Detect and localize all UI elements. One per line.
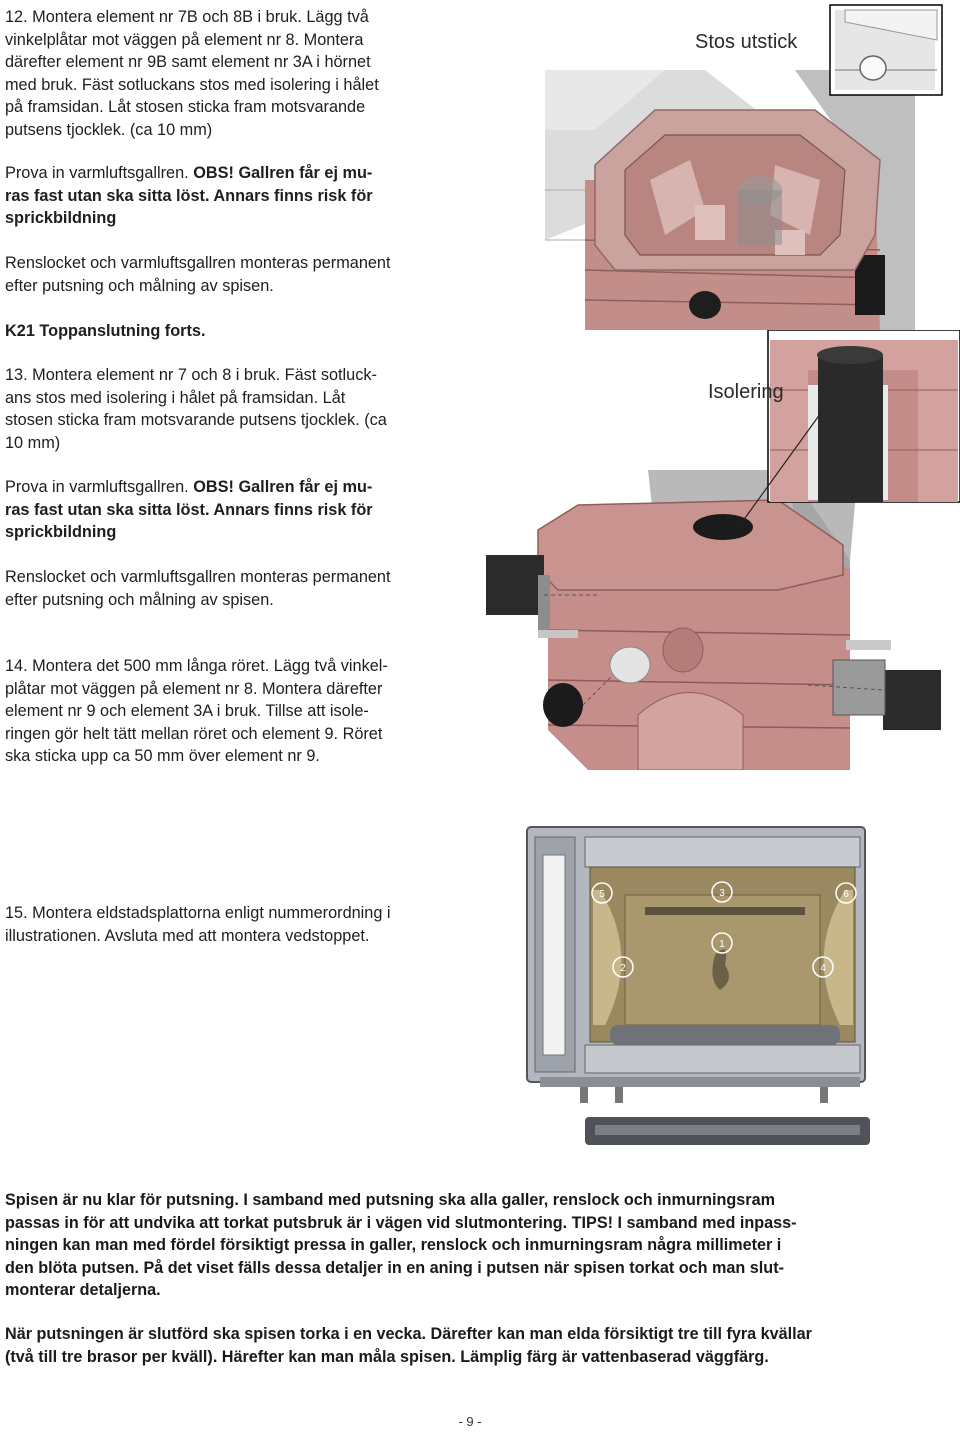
right-grille — [883, 670, 941, 730]
stos-callout: Stos utstick — [695, 31, 798, 53]
step14-line: element nr 9 och element 3A i bruk. Tillse att isole- — [5, 702, 369, 720]
section-heading: K21 Toppanslutning forts. — [5, 322, 206, 340]
step12-line: på framsidan. Låt stosen sticka fram motsvarande — [5, 98, 366, 116]
step15-line: illustrationen. Avsluta med att montera vedstoppet. — [5, 926, 370, 945]
step14-line: ska sticka upp ca 50 mm över element nr 9. — [5, 747, 320, 765]
mount-line: Renslocket och varmluftsgallren monteras permanent — [5, 254, 391, 272]
mount-line: efter putsning och målning av spisen. — [5, 276, 274, 295]
step12-line: vinkelplåtar mot väggen på element nr 8. Montera — [5, 30, 364, 49]
stos-sleeve — [610, 647, 650, 683]
obs-text: OBS! Gallren får ej mu- — [193, 164, 373, 182]
closing-line: När putsningen är slutförd ska spisen torka i en vecka. Därefter kan man elda försiktigt tre till fyra kvällar — [5, 1325, 812, 1343]
top-baffle — [585, 837, 860, 867]
page-number: - 9 - — [458, 1414, 482, 1429]
stos-ring — [860, 56, 886, 80]
closing-line: monterar detaljerna. — [5, 1281, 161, 1299]
right-bracket-plate — [846, 640, 891, 650]
step13-line: stosen sticka fram motsvarande putsens tjocklek. (ca — [5, 411, 387, 429]
step13-text — [5, 364, 465, 454]
obs-text: OBS! Gallren får ej mu- — [193, 478, 373, 496]
left-bracket — [538, 575, 550, 635]
closing-line: Spisen är nu klar för putsning. I samband med putsning ska alla galler, renslock och inmurningsram — [5, 1191, 775, 1209]
try-text: Prova in varmluftsgallren. — [5, 478, 194, 496]
step12-line: därefter element nr 9B samt element nr 3A i hörnet — [5, 53, 371, 71]
door-glass — [543, 855, 565, 1055]
closing-paragraph-1 — [5, 1189, 935, 1302]
soot-port — [689, 291, 721, 319]
foot — [820, 1087, 828, 1103]
top-slab — [538, 500, 843, 590]
top-pipe-collar — [693, 514, 753, 540]
closing-line: passas in för att undvika att torkat putsbruk är i vägen vid slutmontering. TIPS! I samband med inpass- — [5, 1213, 797, 1232]
step12-text — [5, 6, 465, 141]
step12-line: 12. Montera element nr 7B och 8B i bruk. Lägg två — [5, 8, 369, 26]
step12-try-note — [5, 162, 465, 230]
step14-line: 14. Montera det 500 mm långa röret. Lägg två vinkel- — [5, 657, 388, 675]
isolering-callout: Isolering — [708, 381, 784, 403]
step14-line: ringen gör helt tätt mellan röret och element 9. Röret — [5, 724, 383, 743]
mount-line: efter putsning och målning av spisen. — [5, 590, 274, 609]
obs-text: ras fast utan ska sitta löst. Annars finns risk för — [5, 500, 373, 519]
cleanout-cap — [543, 683, 583, 727]
flue-pipe-top — [817, 346, 883, 364]
closing-line: (två till tre brasor per kväll). Härefter kan man måla spisen. Lämplig färg är vattenbaserad väggfärg. — [5, 1347, 769, 1366]
obs-text: ras fast utan ska sitta löst. Annars finns risk för — [5, 186, 373, 205]
step12-mount-note — [5, 252, 465, 297]
door-arch — [638, 693, 743, 771]
step15-line: 15. Montera eldstadsplattorna enligt nummerordning i — [5, 904, 391, 922]
firebox-illustration — [525, 825, 870, 1155]
ash-pan — [585, 1045, 860, 1073]
step14-text — [5, 655, 465, 768]
base-rail — [540, 1077, 860, 1087]
plate-number-label: 3 — [719, 888, 725, 899]
step12-line: med bruk. Fäst sotluckans stos med isolering i hålet — [5, 75, 379, 94]
air-grille — [855, 255, 885, 315]
flue-pipe — [818, 355, 883, 502]
plate-number-label: 6 — [843, 889, 849, 900]
plate-number-label: 2 — [620, 963, 626, 974]
step13-line: ans stos med isolering i hålet på framsidan. Låt — [5, 388, 346, 407]
plate-number-label: 1 — [719, 939, 725, 950]
closing-line: den blöta putsen. På det viset fälls dessa detaljer in en aning i putsen när spisen torkat och man slut- — [5, 1258, 784, 1277]
obs-text: sprickbildning — [5, 523, 117, 541]
log-stop-bar — [595, 1125, 860, 1135]
mount-line: Renslocket och varmluftsgallren monteras permanent — [5, 568, 391, 586]
step13-try-note — [5, 476, 465, 544]
closing-line: ningen kan man med fördel försiktigt pressa in galler, renslock och inmurningsram några millimeter i — [5, 1236, 782, 1254]
flue-pipe-body — [738, 190, 782, 245]
obs-text: sprickbildning — [5, 209, 117, 227]
inner-block — [695, 205, 725, 240]
foot — [580, 1087, 588, 1103]
left-grille — [486, 555, 544, 615]
stos-hole — [663, 628, 703, 672]
air-holes — [645, 907, 805, 915]
plate-number-label: 4 — [820, 963, 826, 974]
closing-paragraph-2 — [5, 1323, 935, 1368]
step12-line: putsens tjocklek. (ca 10 mm) — [5, 120, 213, 139]
left-bracket-plate — [538, 630, 578, 638]
try-text: Prova in varmluftsgallren. — [5, 164, 194, 182]
step13-mount-note — [5, 566, 465, 611]
right-bracket — [833, 660, 885, 715]
foot — [615, 1087, 623, 1103]
step14-line: plåtar mot väggen på element nr 8. Montera därefter — [5, 679, 383, 698]
plate-number-label: 5 — [599, 889, 605, 900]
grate-rail — [610, 1025, 840, 1045]
step15-text — [5, 902, 465, 947]
step13-line: 13. Montera element nr 7 och 8 i bruk. Fäst sotluck- — [5, 366, 377, 384]
step13-line: 10 mm) — [5, 433, 61, 452]
